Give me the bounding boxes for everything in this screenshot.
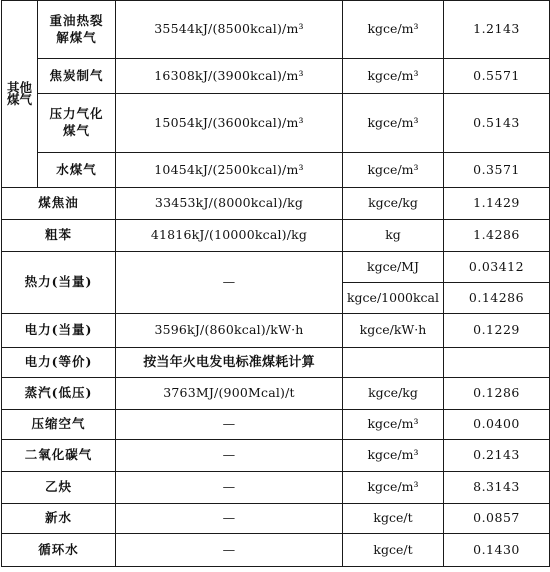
unit: kgce/m³ [343,410,444,440]
energy-name [38,94,116,153]
table-row [2,153,550,188]
energy-name: 电力(等价) [2,348,116,378]
calorific-value: — [116,472,343,504]
calorific-value: 10454kJ/(2500kcal)/m³ [116,153,343,188]
unit: kgce/MJ [343,252,444,283]
unit: kgce/m³ [343,153,444,188]
table-row [2,314,550,348]
unit: kgce/t [343,534,444,567]
energy-name: 二氧化碳气 [2,440,116,472]
calorific-value: 3596kJ/(860kcal)/kW·h [116,314,343,348]
unit: kgce/1000kcal [343,283,444,314]
coefficient: 1.1429 [444,188,550,220]
calorific-value: — [116,504,343,534]
energy-name: 热力(当量) [2,252,116,314]
coefficient: 0.1286 [444,378,550,410]
energy-name: 新水 [2,504,116,534]
calorific-value: — [116,410,343,440]
energy-name: 水煤气 [38,153,116,188]
unit: kgce/t [343,504,444,534]
table-row [2,1,550,59]
group-label-other-gas [2,1,38,188]
calorific-value: 16308kJ/(3900kcal)/m³ [116,59,343,94]
energy-name: 粗苯 [2,220,116,252]
unit: kgce/kW·h [343,314,444,348]
table-row [2,472,550,504]
unit: kgce/kg [343,378,444,410]
table-row [2,220,550,252]
coefficient: 8.3143 [444,472,550,504]
table-row [2,504,550,534]
table-row [2,440,550,472]
table-row [2,59,550,94]
energy-name: 压缩空气 [2,410,116,440]
energy-name: 焦炭制气 [38,59,116,94]
unit: kg [343,220,444,252]
unit: kgce/m³ [343,1,444,59]
unit: kgce/m³ [343,440,444,472]
name-line: 煤气 [62,123,90,138]
group-label-line: 煤气 [6,92,32,107]
unit: kgce/m³ [343,94,444,153]
calorific-value: 按当年火电发电标准煤耗计算 [116,348,343,378]
energy-conversion-table [1,0,550,567]
calorific-value: 15054kJ/(3600kcal)/m³ [116,94,343,153]
unit: kgce/kg [343,188,444,220]
calorific-value: — [116,440,343,472]
energy-name [38,1,116,59]
calorific-value: 41816kJ/(10000kcal)/kg [116,220,343,252]
coefficient: 0.03412 [444,252,550,283]
name-line: 压力气化 [49,106,104,122]
name-line: 解煤气 [56,29,97,45]
calorific-value: — [116,534,343,567]
table-row [2,410,550,440]
coefficient: 0.5571 [444,59,550,94]
coefficient [444,348,550,378]
calorific-value: — [116,252,343,314]
unit: kgce/m³ [343,59,444,94]
coefficient: 0.0400 [444,410,550,440]
table-row [2,252,550,283]
coefficient: 1.2143 [444,1,550,59]
energy-name: 蒸汽(低压) [2,378,116,410]
coefficient: 0.3571 [444,153,550,188]
table-row [2,188,550,220]
calorific-value: 3763MJ/(900Mcal)/t [116,378,343,410]
calorific-value: 35544kJ/(8500kcal)/m³ [116,1,343,59]
name-line: 重油热裂 [49,12,104,28]
coefficient: 0.5143 [444,94,550,153]
table-row [2,378,550,410]
table-row [2,534,550,567]
calorific-value: 33453kJ/(8000kcal)/kg [116,188,343,220]
energy-name: 乙炔 [2,472,116,504]
coefficient: 0.14286 [444,283,550,314]
group-label-line: 其他 [6,79,32,95]
coefficient: 0.1229 [444,314,550,348]
energy-name: 循环水 [2,534,116,567]
unit [343,348,444,378]
unit: kgce/m³ [343,472,444,504]
energy-name: 煤焦油 [2,188,116,220]
coefficient: 0.1430 [444,534,550,567]
energy-name: 电力(当量) [2,314,116,348]
coefficient: 0.2143 [444,440,550,472]
table-row [2,348,550,378]
table-row [2,94,550,153]
coefficient: 1.4286 [444,220,550,252]
coefficient: 0.0857 [444,504,550,534]
